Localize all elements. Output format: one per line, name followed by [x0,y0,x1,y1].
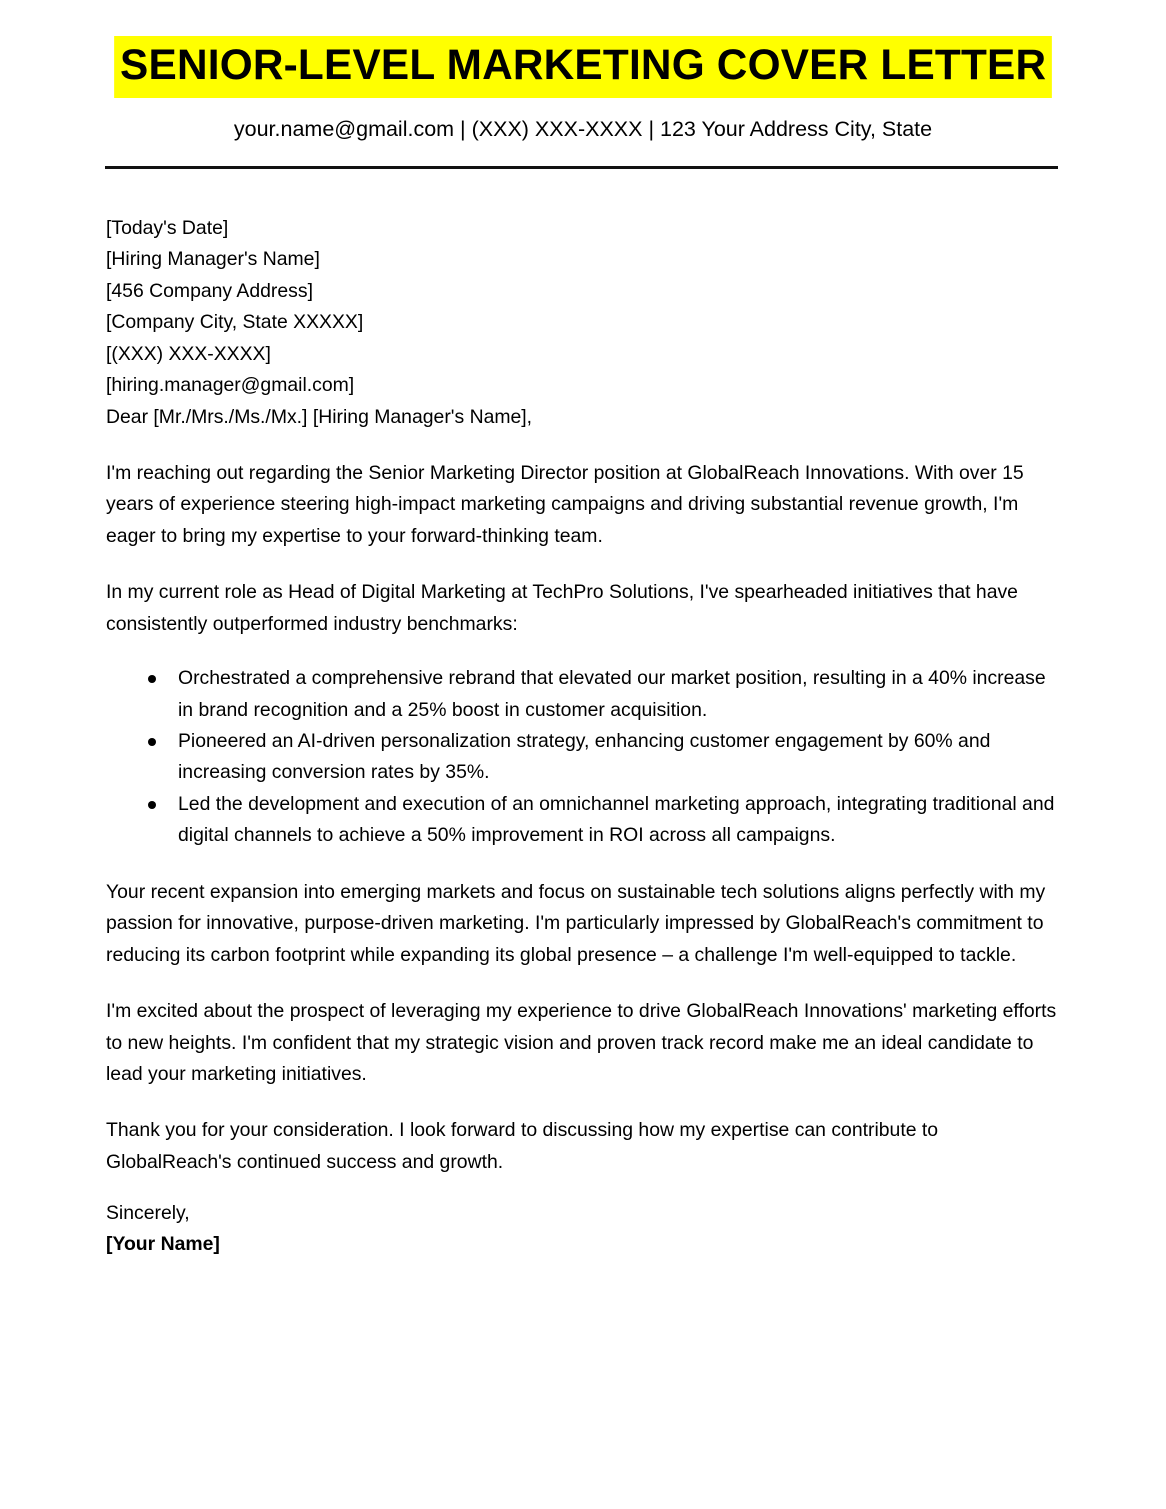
list-item-text: Orchestrated a comprehensive rebrand that elevated our market position, resulting in a 40% increase in brand recognition and a 25% boost in customer acquisition. [178,667,1046,721]
bullet-point-icon [148,738,156,746]
body-paragraph-5: Thank you for your consideration. I look forward to discussing how my expertise can contribute to GlobalReach's continued success and growth. [106,1119,939,1173]
recipient-line: [Company City, State XXXXX] [106,311,364,334]
body-paragraph-4: I'm excited about the prospect of leveraging my experience to drive GlobalReach Innovations' marketing efforts to new heights. I'm confident that my strategic vision and proven track record make me an ideal candidate to lead your marketing initiatives. [106,1000,1057,1085]
recipient-line: [hiring.manager@gmail.com] [106,374,355,397]
recipient-line: [(XXX) XXX-XXXX] [106,342,271,365]
bullet-point-icon [148,801,156,809]
recipient-address-block [106,244,1060,401]
body-paragraph-3: Your recent expansion into emerging markets and focus on sustainable tech solutions aligns perfectly with my passion for innovative, purpose-driven marketing. I'm particularly impressed by GlobalReach's commitment to reducing its carbon footprint while expanding its global presence – a challenge I'm well-equipped to tackle. [106,880,1046,966]
list-item [148,789,1060,852]
list-item-text: Led the development and execution of an omnichannel marketing approach, integrating traditional and digital channels to achieve a 50% improvement in ROI across all campaigns. [178,792,1055,847]
date-line: [Today's Date] [106,216,229,239]
closing-line: Sincerely, [106,1201,190,1224]
contact-info-line: your.name@gmail.com | (XXX) XXX-XXXX | 123 Your Address City, State [233,116,933,141]
letterhead [0,0,1166,169]
recipient-line: [Hiring Manager's Name] [106,248,320,271]
achievements-list [106,663,1060,852]
header-divider [105,166,1058,169]
list-item [148,726,1060,789]
list-item-text: Pioneered an AI-driven personalization strategy, enhancing customer engagement by 60% and increasing conversion rates by 35%. [178,730,991,784]
list-item [148,663,1060,726]
letter-body [0,213,1166,1261]
signature-name: [Your Name] [106,1233,220,1256]
body-paragraph-1: I'm reaching out regarding the Senior Marketing Director position at GlobalReach Innovations. With over 15 years of experience steering high-impact marketing campaigns and driving substantial revenue growth, I'm eager to bring my expertise to your forward-thinking team. [106,461,1024,547]
title-container [0,0,1166,98]
salutation: Dear [Mr./Mrs./Ms./Mx.] [Hiring Manager's Name], [106,405,533,428]
body-paragraph-2: In my current role as Head of Digital Marketing at TechPro Solutions, I've spearheaded initiatives that have consistently outperformed industry benchmarks: [106,581,1018,635]
page-title: SENIOR-LEVEL MARKETING COVER LETTER [114,36,1052,98]
bullet-point-icon [148,675,156,683]
recipient-line: [456 Company Address] [106,279,313,302]
